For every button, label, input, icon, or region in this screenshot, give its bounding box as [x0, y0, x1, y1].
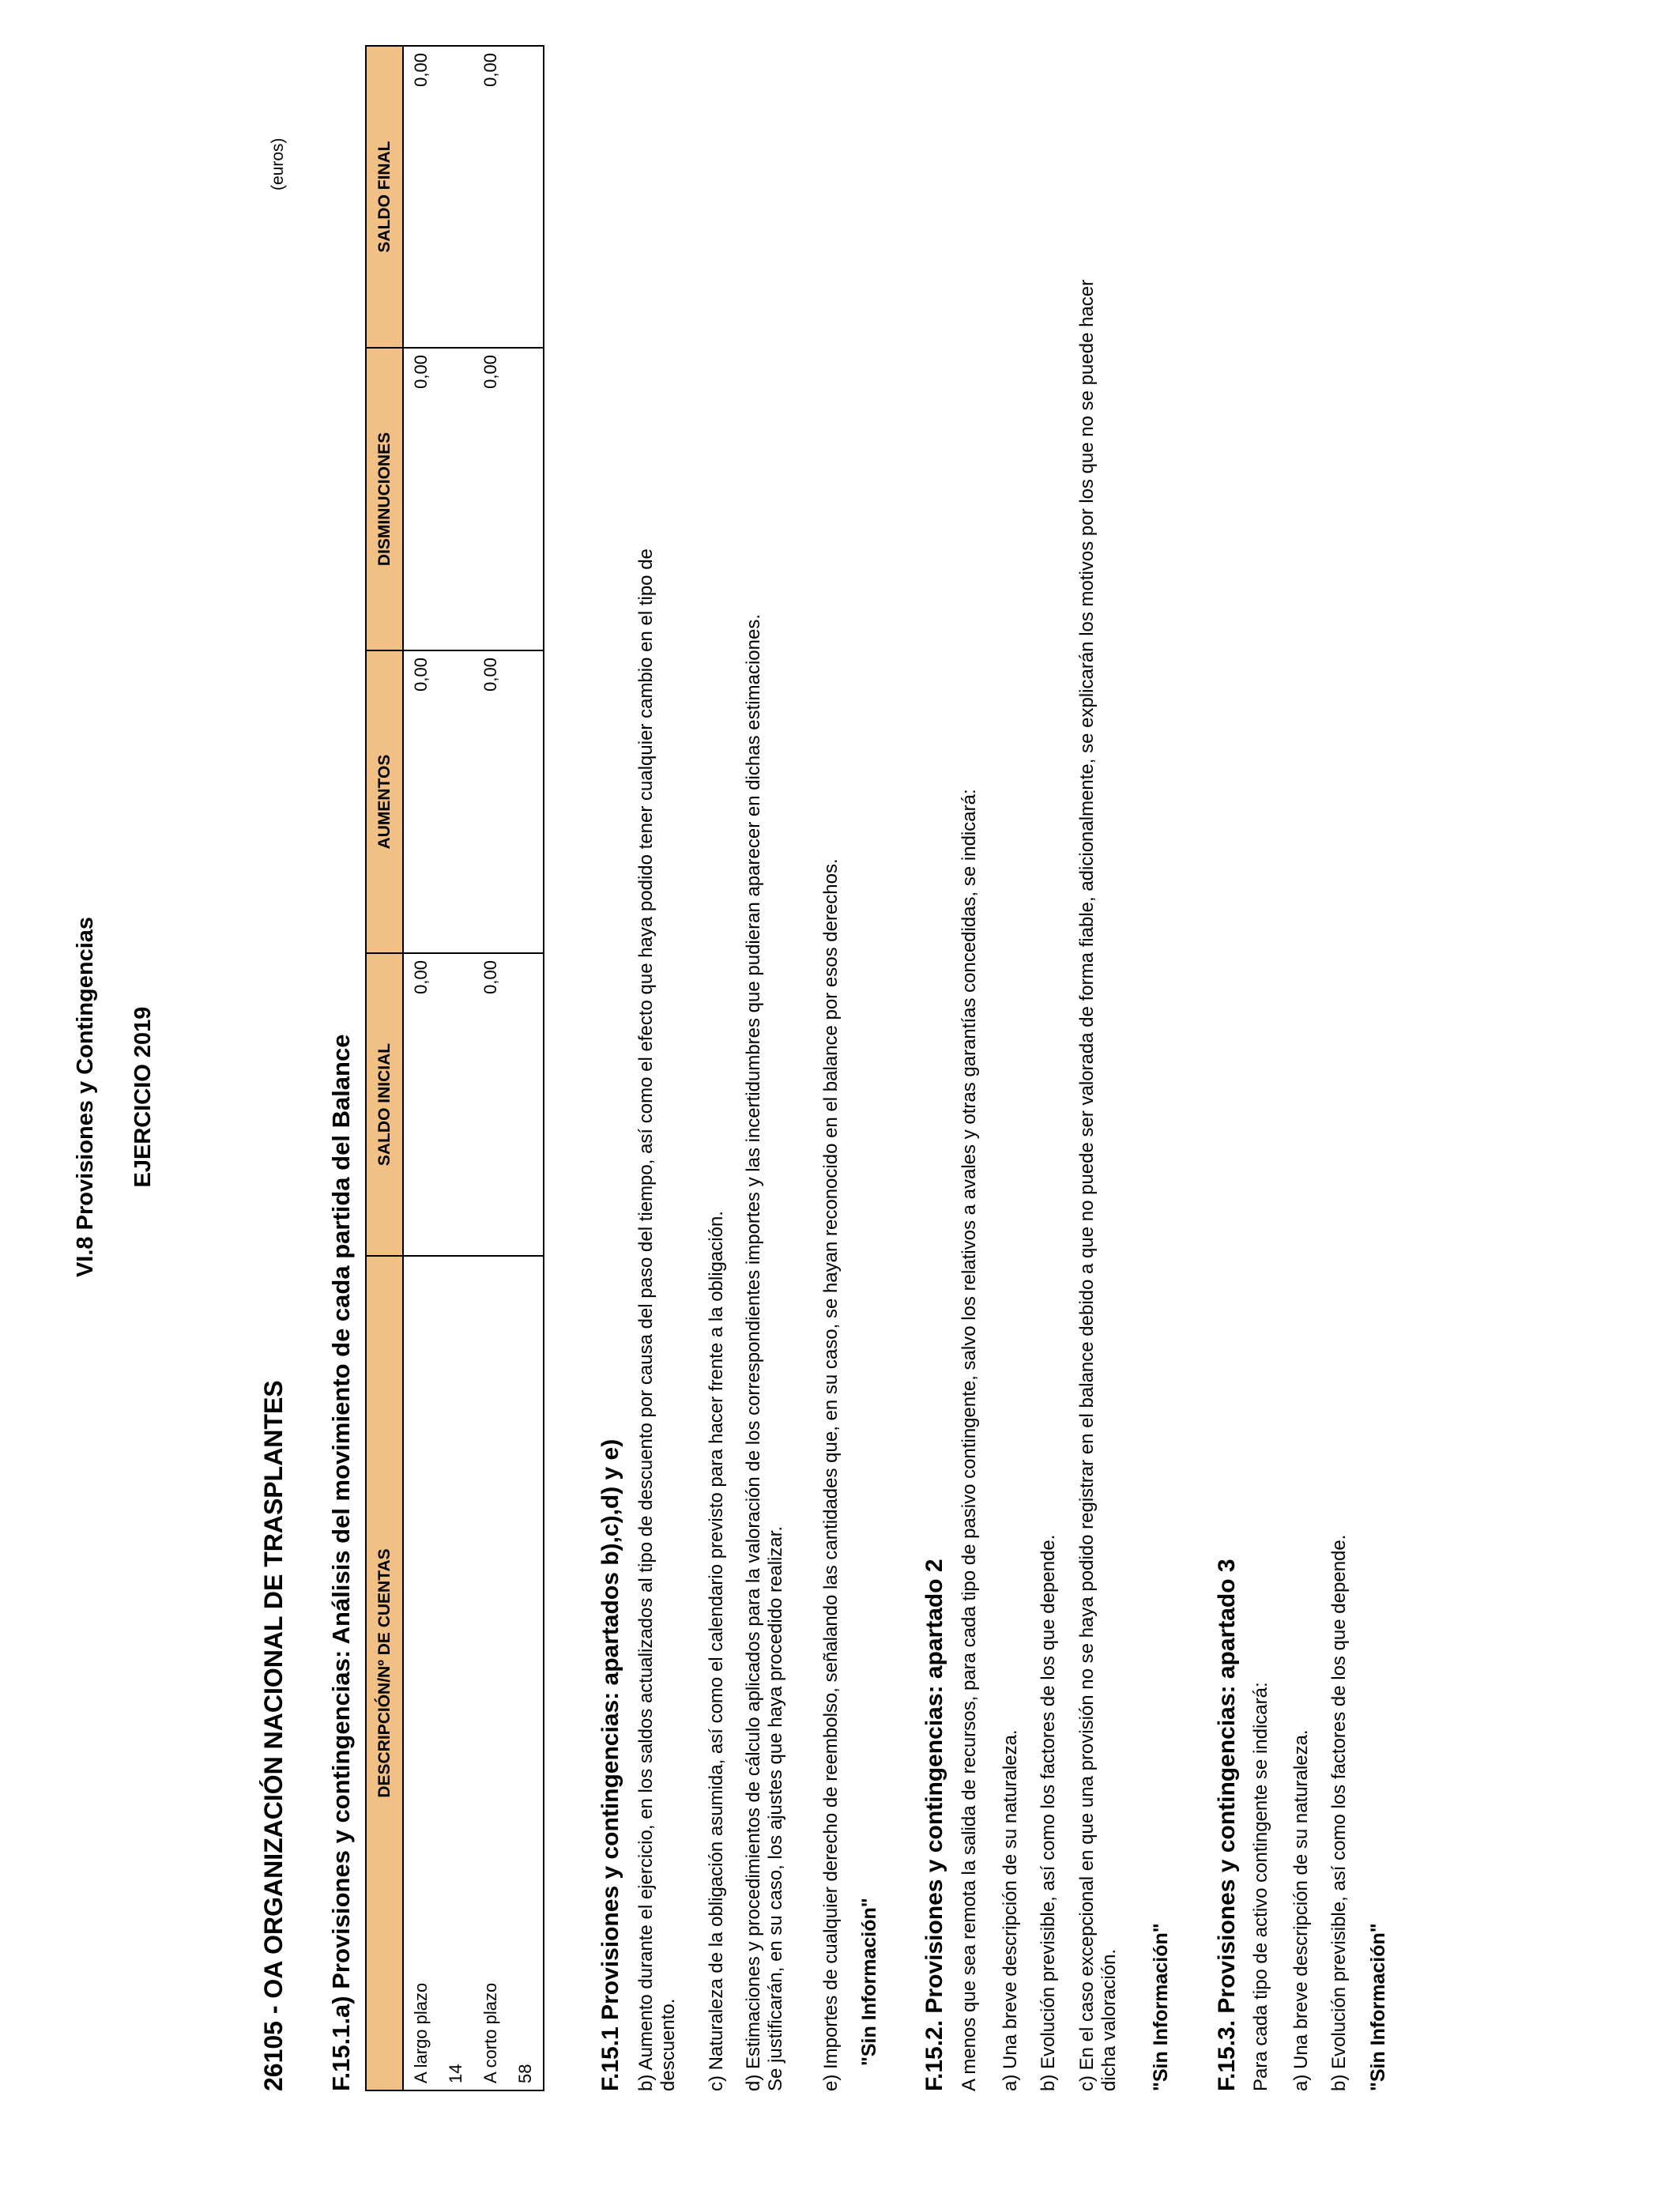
row-description: A corto plazo	[473, 1256, 508, 2090]
f151-item-e: e) Importes de cualquier derecho de reembolso, señalando las cantidades que, en su caso, se hayan reconocido en el balance por esos derechos.	[820, 858, 842, 2091]
f152-no-info: "Sin Información"	[1150, 1923, 1172, 2091]
col-header-saldo-inicial: SALDO INICIAL	[366, 953, 403, 1256]
col-header-saldo-final: SALDO FINAL	[366, 46, 403, 348]
disminuciones-value: 0,00	[403, 348, 439, 650]
saldo-inicial-value: 0,00	[403, 953, 439, 1256]
f152-item-a: a) Una breve descripción de su naturaleza.	[1000, 1729, 1021, 2091]
row-account: 14	[439, 1256, 473, 2090]
f153-item-b: b) Evolución previsible, así como los factores de los que depende.	[1328, 1534, 1350, 2091]
aumentos-value: 0,00	[403, 650, 439, 953]
row-description: A largo plazo	[403, 1256, 439, 2090]
table-row	[403, 46, 439, 2090]
f153-intro: Para cada tipo de activo contingente se indicará:	[1250, 1682, 1271, 2091]
provisions-table	[365, 45, 544, 2091]
organization-name: 26105 - OA ORGANIZACIÓN NACIONAL DE TRASPLANTES	[259, 1380, 288, 2091]
f152-title: F.15.2. Provisiones y contingencias: apartado 2	[921, 1559, 947, 2091]
col-header-description: DESCRIPCIÓN/Nº DE CUENTAS	[366, 1256, 403, 2090]
f151-no-info: "Sin Información"	[858, 1898, 880, 2066]
f151-item-d: d) Estimaciones y procedimientos de cálculo aplicados para la valoración de los correspondientes importes y las incertidumbres que pudieran aparecer en dichas estimaciones. Se justificarán, en su caso, los ajustes que haya procedido realizar.	[743, 614, 786, 2091]
table-row	[439, 46, 473, 2090]
f151-title: F.15.1 Provisiones y contingencias: apartados b),c),d) y e)	[597, 1438, 623, 2091]
report-title: VI.8 Provisiones y Contingencias	[73, 916, 98, 1278]
f152-intro: A menos que sea remota la salida de recursos, para cada tipo de pasivo contingente, salvo los relativos a avales y otras garantías concedidas, se indicará:	[959, 789, 980, 2091]
saldo-final-value: 0,00	[403, 46, 439, 348]
row-account: 58	[508, 1256, 544, 2090]
f152-item-c: c) En el caso excepcional en que una provisión no se haya podido registrar en el balance debido a que no puede ser valorada de forma fiable, adicionalmente, se explicarán los motivos por los que no se puede hacer dicha valoración.	[1076, 279, 1120, 2091]
f151-item-b: b) Aumento durante el ejercicio, en los saldos actualizados al tipo de descuento por causa del paso del tiempo, así como el efecto que haya podido tener cualquier cambio en el tipo de descuento.	[635, 548, 679, 2091]
f153-item-a: a) Una breve descripción de su naturaleza.	[1290, 1729, 1312, 2091]
col-header-aumentos: AUMENTOS	[366, 650, 403, 953]
disminuciones-value: 0,00	[473, 348, 508, 650]
f151-item-c: c) Naturaleza de la obligación asumida, así como el calendario previsto para hacer frente a la obligación.	[706, 1211, 727, 2091]
exercise-title: EJERCICIO 2019	[130, 1006, 156, 1188]
units-label: (euros)	[269, 138, 287, 190]
f153-title: F.15.3. Provisiones y contingencias: apartado 3	[1214, 1559, 1240, 2091]
f153-no-info: "Sin Información"	[1367, 1923, 1389, 2091]
col-header-disminuciones: DISMINUCIONES	[366, 348, 403, 650]
table-row	[508, 46, 544, 2090]
f152-item-b: b) Evolución previsible, así como los factores de los que depende.	[1038, 1534, 1059, 2091]
saldo-final-value: 0,00	[473, 46, 508, 348]
table-header-row	[366, 46, 403, 2090]
f1511a-title: F.15.1.a) Provisiones y contingencias: Análisis del movimiento de cada partida del Balance	[327, 1034, 355, 2091]
saldo-inicial-value: 0,00	[473, 953, 508, 1256]
table-row	[473, 46, 508, 2090]
aumentos-value: 0,00	[473, 650, 508, 953]
